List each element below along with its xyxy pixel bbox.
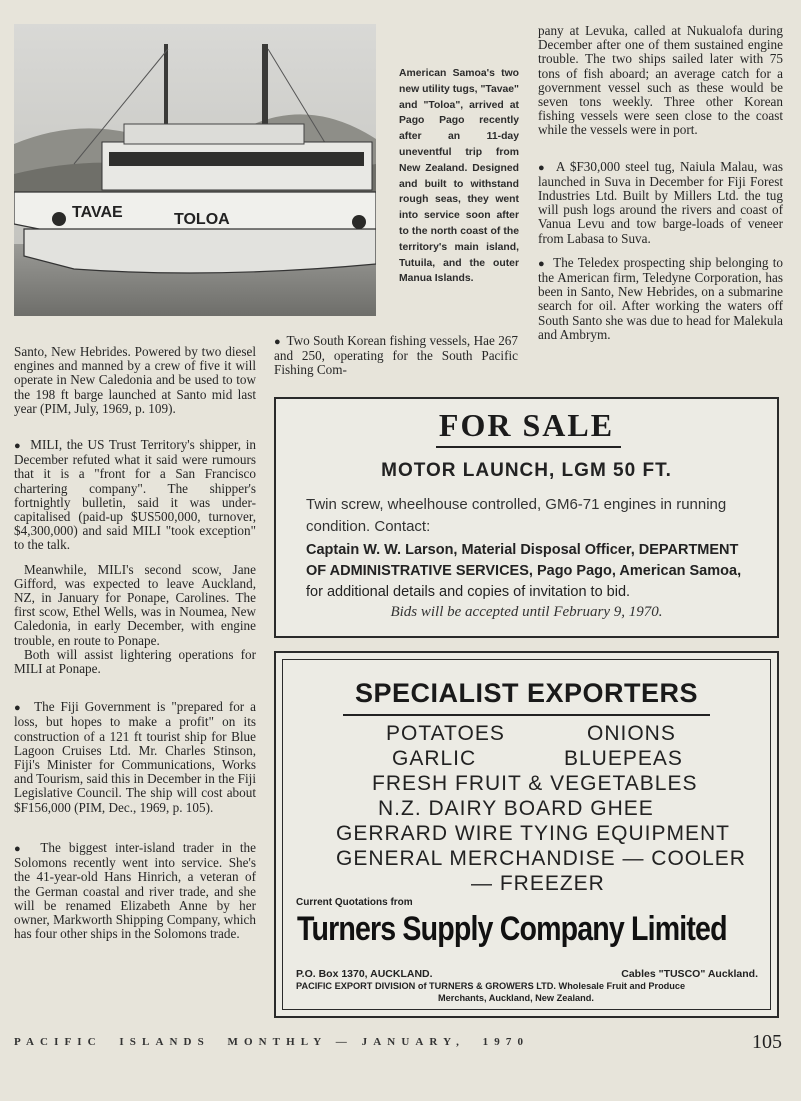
goods-potatoes: POTATOES [386, 722, 505, 745]
goods-general-merchandise: GENERAL MERCHANDISE — COOLER [336, 847, 746, 870]
po-box: P.O. Box 1370, AUCKLAND. [296, 968, 433, 980]
goods-fruit-vegetables: FRESH FRUIT & VEGETABLES [372, 772, 698, 795]
goods-bluepeas: BLUEPEAS [564, 747, 683, 770]
column-middle [274, 334, 518, 378]
goods-onions: ONIONS [587, 722, 676, 745]
tugboats-photo [14, 24, 376, 316]
cables-address: Cables "TUSCO" Auckland. [621, 968, 758, 980]
page-footer [14, 1031, 784, 1059]
hull-name-toloa: TOLOA [174, 211, 230, 228]
article-teledex: ● The Teledex prospecting ship belonging to the American firm, Teledyne Corporation, has been in Santo, New Hebrides, on a submarine search for oil. After working the waters off South Santo she was due to head for Malekula and Ambrym. [538, 256, 783, 342]
contact-tail: for additional details and copies of invitation to bid. [306, 584, 631, 600]
for-sale-deadline: Bids will be accepted until February 9, 1970. [390, 604, 663, 620]
article-solomons-trader: ● The biggest inter-island trader in the Solomons recently went into service. She's the 41-year-old Hans Hinrich, a veteran of the German coastal and river trade, and she will be renamed Elizabeth Anne by her owner, Markworth Shipping Company, which has four other ships in the Solomons trade. [14, 841, 256, 941]
article-fiji-tourist-ship: ● The Fiji Government is "prepared for a loss, but hopes to make a profit" on its construction of a 121 ft tourist ship for Blue Lagoon Cruises Ltd. Mr. Charles Stinson, Fiji's Minister for Communications, Works and Tourism, said this in December in the Fiji Legislative Council. The ship will cost about $F156,000 (PIM, Dec., 1969, p. 105). [14, 700, 256, 815]
goods-garlic: GARLIC [392, 747, 477, 770]
contact-name: Captain W. W. Larson, Material Disposal Officer, DEPARTMENT OF ADMINISTRATIVE SERVICES, Pago Pago, American Samoa, [306, 542, 742, 579]
for-sale-line2: condition. Contact: [306, 518, 431, 535]
exporters-inner-border [282, 659, 771, 1010]
export-division: PACIFIC EXPORT DIVISION of TURNERS & GROWERS LTD. Wholesale Fruit and Produce [296, 981, 686, 991]
for-sale-line1: Twin screw, wheelhouse controlled, GM6-71 engines in running [306, 496, 727, 513]
goods-freezer: — FREEZER [471, 872, 605, 895]
for-sale-advertisement [274, 397, 779, 638]
article-korean-vessels: ● Two South Korean fishing vessels, Hae 267 and 250, operating for the South Pacific Fishing Com- [274, 334, 518, 378]
photo-caption: American Samoa's two new utility tugs, "Tavae" and "Toloa", arrived at Pago Pago recently after an 11-day uneventful trip from New Zealand. Designed and built to withstand rough seas, they went into service soon after to the north coast of the territory's main island, Tutuila, and the outer Manua Islands. [399, 68, 519, 285]
footer-publication: PACIFIC ISLANDS MONTHLY — JANUARY, 1970 [14, 1036, 530, 1048]
for-sale-heading: FOR SALE [438, 407, 615, 443]
page-number: 105 [752, 1031, 782, 1053]
exporters-advertisement [274, 651, 779, 1018]
for-sale-subheading: MOTOR LAUNCH, LGM 50 FT. [381, 460, 672, 481]
article-mili-lightering: Both will assist lightering operations for MILI at Ponape. [14, 646, 256, 677]
article-santo-barge: Santo, New Hebrides. Powered by two diesel engines and manned by a crew of five it will operate in New Caledonia and be used to tow the 198 ft barge launched at Santo mid last year (PIM, July, 1969, p. 109). [14, 344, 256, 416]
article-mili: ● MILI, the US Trust Territory's shipper, in December refuted what it said were rumours that it is a "front for a San Francisco chartering company". The shipper's fortnightly bulletin, said it was under-capitalised (paid-up $US500,000, turnover, $4,300,000) and said MILI "took exception" to the talk. [14, 438, 256, 553]
column-right [538, 24, 783, 342]
company-name: Turners Supply Company Limited [297, 910, 727, 948]
goods-dairy-ghee: N.Z. DAIRY BOARD GHEE [378, 797, 654, 820]
goods-wire-tying: GERRARD WIRE TYING EQUIPMENT [336, 822, 730, 845]
merchants-address: Merchants, Auckland, New Zealand. [438, 993, 594, 1003]
for-sale-contact [306, 540, 756, 603]
article-naiula-malau: ● A $F30,000 steel tug, Naiula Malau, was launched in Suva in December for Fiji Forest Industries Ltd. Built by Millers Ltd. the tug will push logs around the rivers and coast of Vanua Levu and tow barge-loads of veneer from Labasa to Suva. [538, 160, 783, 246]
article-mili-scows: Meanwhile, MILI's second scow, Jane Gifford, was expected to leave Auckland, NZ, in January for Ponape, Carolines. The first scow, Ethel Wells, was in Noumea, New Caledonia, in early December, with engine trouble, en route to Ponape. [14, 561, 256, 648]
hull-name-tavae: TAVAE [72, 204, 123, 221]
heading-rule [436, 446, 621, 448]
column-left [14, 345, 256, 941]
exporters-heading-rule [343, 714, 710, 716]
quotations-label: Current Quotations from [296, 897, 413, 908]
article-levuka-fishing: pany at Levuka, called at Nukualofa during December after one of them sustained engine trouble. The two ships sailed later with 75 tons of fish aboard; an average catch for a government vessel such as these would be seven tons weekly. Three other Korean fishing vessels were seen close to the coast while the vessels were in port. [538, 23, 783, 138]
exporters-heading: SPECIALIST EXPORTERS [354, 678, 699, 708]
tugboats-illustration [14, 24, 376, 316]
